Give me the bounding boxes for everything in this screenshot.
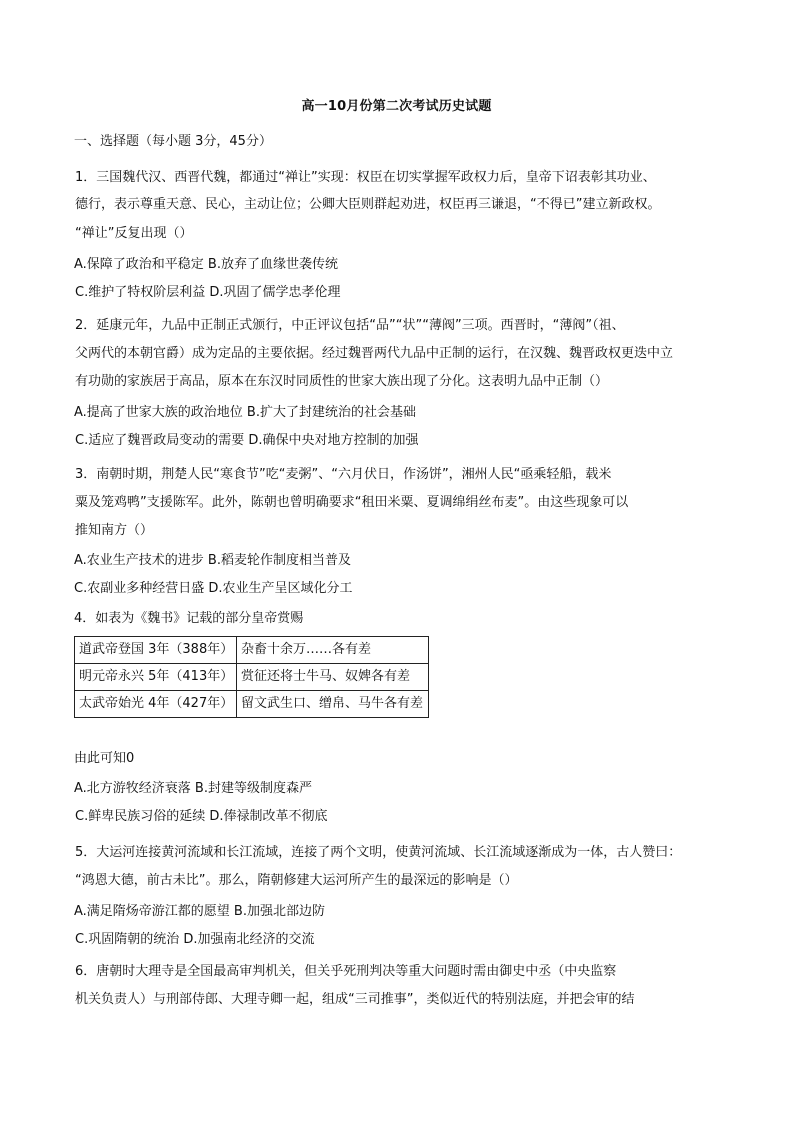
q4-stem-2: 由此可知0 xyxy=(74,751,135,766)
q2-options-ab: A.提高了世家大族的政治地位 B.扩大了封建统治的社会基础 xyxy=(74,405,416,420)
q6-stem-line-2: 机关负责人）与刑部侍郎、大理寺卿一起，组成“三司推事”，类似近代的特别法庭，并把会审的结 xyxy=(75,992,635,1007)
q3-stem-line-1: 3．南朝时期，荆楚人民“寒食节”吃“麦粥”、“六月伏日，作汤饼”，湘州人民“亟乘轻船，载米 xyxy=(75,467,612,482)
q4-stem: 4．如表为《魏书》记载的部分皇帝赏赐 xyxy=(74,611,304,626)
q5-options-ab: A.满足隋炀帝游江都的愿望 B.加强北部边防 xyxy=(74,904,325,919)
table-row xyxy=(75,664,429,691)
q3-stem-line-2: 粟及笼鸡鸭”支援陈军。此外，陈朝也曾明确要求“租田米粟、夏调绵绢丝布麦”。由这些现象可以 xyxy=(75,495,629,510)
q3-options-cd: C.农副业多种经营日盛 D.农业生产呈区域化分工 xyxy=(74,581,353,596)
section-heading: 一、选择题（每小题 3分，45分） xyxy=(74,134,272,149)
q2-stem-line-3: 有功勋的家族居于高品，原本在东汉时同质性的世家大族出现了分化。这表明九品中正制（） xyxy=(75,374,609,389)
q5-options-cd: C.巩固隋朝的统治 D.加强南北经济的交流 xyxy=(75,932,315,947)
q4-options-cd: C.鲜卑民族习俗的延续 D.俸禄制改革不彻底 xyxy=(75,809,328,824)
q1-stem-line-2: 德行，表示尊重天意、民心，主动让位；公卿大臣则群起劝进，权臣再三谦退，“不得已”建立新政权。 xyxy=(75,197,661,212)
reward-cell: 留文武生口、缯帛、马牛各有差 xyxy=(237,691,429,718)
reward-cell: 杂畜十余万……各有差 xyxy=(237,637,429,664)
reward-cell: 赏征还将士牛马、奴婢各有差 xyxy=(237,664,429,691)
q4-options-ab: A.北方游牧经济衰落 B.封建等级制度森严 xyxy=(74,781,312,796)
reign-cell: 明元帝永兴 5年（413年） xyxy=(75,664,237,691)
reign-cell: 太武帝始光 4年（427年） xyxy=(75,691,237,718)
q3-stem-line-3: 推知南方（） xyxy=(75,523,154,538)
q1-options-cd: C.维护了特权阶层利益 D.巩固了儒学忠孝伦理 xyxy=(75,285,341,300)
reward-table xyxy=(74,636,429,718)
q2-options-cd: C.适应了魏晋政局变动的需要 D.确保中央对地方控制的加强 xyxy=(75,433,419,448)
q1-stem-line-1: 1．三国魏代汉、西晋代魏，都通过“禅让”实现：权臣在切实掌握军政权力后，皇帝下诏表彰其功业、 xyxy=(75,170,656,185)
q1-stem-line-3: “禅让”反复出现（） xyxy=(75,226,193,241)
table-row xyxy=(75,691,429,718)
table-row xyxy=(75,637,429,664)
exam-title: 高一10月份第二次考试历史试题 xyxy=(301,99,492,114)
q5-stem-line-1: 5．大运河连接黄河流域和长江流域，连接了两个文明，使黄河流域、长江流域逐渐成为一体，古人赞曰： xyxy=(75,845,682,860)
q2-stem-line-2: 父两代的本朝官爵）成为定品的主要依据。经过魏晋两代九品中正制的运行，在汉魏、魏晋政权更迭中立 xyxy=(75,346,674,361)
q3-options-ab: A.农业生产技术的进步 B.稻麦轮作制度相当普及 xyxy=(74,553,351,568)
q2-stem-line-1: 2．延康元年，九品中正制正式颁行，中正评议包括“品”“状”“薄阀”三项。西晋时，“薄阀”（祖、 xyxy=(75,318,625,333)
q1-options-ab: A.保障了政治和平稳定 B.放弃了血缘世袭传统 xyxy=(74,257,338,272)
q5-stem-line-2: “鸿恩大德，前古未比”。那么，隋朝修建大运河所产生的最深远的影响是（） xyxy=(75,873,518,888)
q6-stem-line-1: 6．唐朝时大理寺是全国最高审判机关，但关乎死刑判决等重大问题时需由御史中丞（中央监察 xyxy=(75,964,617,979)
reign-cell: 道武帝登国 3年（388年） xyxy=(75,637,237,664)
